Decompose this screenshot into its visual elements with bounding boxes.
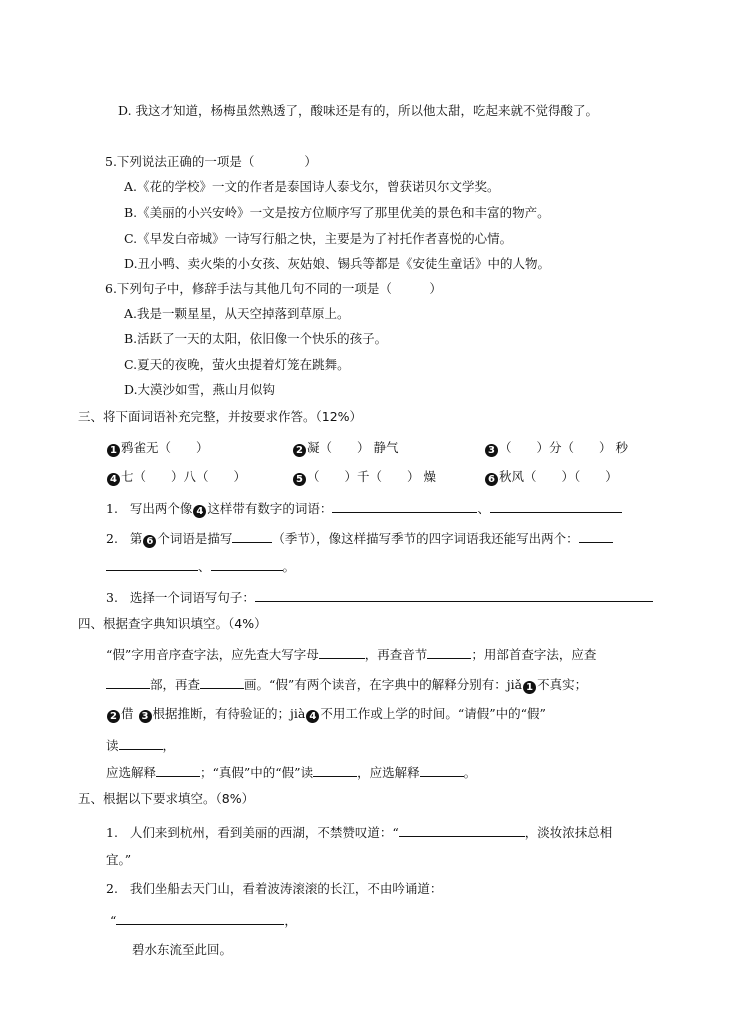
poem-line: 碧水东流至此回。 <box>132 942 233 957</box>
q6-stem: 6.下列句子中，修辞手法与其他几句不同的一项是（ ） <box>105 281 442 296</box>
section-5-title: 五、根据以下要求填空。（8%） <box>78 791 255 806</box>
answer-blank[interactable] <box>490 500 622 513</box>
q5-stem: 5.下列说法正确的一项是（ ） <box>105 154 317 169</box>
answer-blank[interactable] <box>420 764 464 777</box>
answer-blank[interactable] <box>106 676 150 689</box>
q6-option-b: B.活跃了一天的太阳，依旧像一个快乐的孩子。 <box>124 331 388 346</box>
section-3-title: 三、将下面词语补充完整，并按要求作答。（12%） <box>78 409 363 424</box>
idiom-item-6: 6 秋风（ ）（ ） <box>484 469 618 486</box>
idiom-item-1: 1 鸦雀无（ ） <box>106 440 209 457</box>
section-4-title: 四、根据查字典知识填空。（4%） <box>78 616 267 631</box>
q5-option-a: A.《花的学校》一文的作者是泰国诗人泰戈尔，曾获诺贝尔文学奖。 <box>124 179 500 194</box>
number-circle-3: 3 <box>485 444 498 457</box>
sec4-line-2: 部，再查 画。“假”有两个读音，在字典中的解释分别有：jiǎ 1 不真实； <box>106 676 587 694</box>
idiom-item-5: 5 （ ）千（ ） 燥 <box>292 469 436 486</box>
answer-blank[interactable] <box>119 737 163 750</box>
q6-option-c: C.夏天的夜晚，萤火虫提着灯笼在跳舞。 <box>124 357 350 372</box>
answer-blank[interactable] <box>332 500 477 513</box>
sec3-question-2-cont: 、 。 <box>106 558 295 575</box>
q5-option-b: B.《美丽的小兴安岭》一文是按方位顺序写了那里优美的景色和丰富的物产。 <box>124 205 550 220</box>
sec4-line-4: 读 ， <box>106 738 176 753</box>
answer-blank[interactable] <box>211 558 283 571</box>
sec5-question-2: 2. 我们坐船去天门山，看着波涛滚滚的长江，不由吟诵道： <box>106 881 443 896</box>
number-circle-1: 1 <box>107 444 120 457</box>
answer-blank[interactable] <box>319 646 365 659</box>
idiom-item-4: 4 七（ ）八（ ） <box>106 469 246 486</box>
sec5-question-1-cont: 宜。” <box>106 852 132 867</box>
answer-blank[interactable] <box>116 912 284 925</box>
number-circle-5: 5 <box>293 473 306 486</box>
sec3-question-3: 3. 选择一个词语写句子： <box>106 589 653 606</box>
answer-blank[interactable] <box>427 646 471 659</box>
answer-blank[interactable] <box>232 530 272 543</box>
q6-option-a: A.我是一颗星星，从天空掉落到草原上。 <box>124 306 350 321</box>
sec4-line-5: 应选解释 ；“真假”中的“假”读 ，应选解释 。 <box>106 765 477 780</box>
answer-blank[interactable] <box>313 764 357 777</box>
sec4-line-1: “假”字用音序查字法，应先查大写字母 ，再查音节 ；用部首查字法，应查 <box>106 647 597 662</box>
sec3-question-2: 2. 第 6 个词语是描写 （季节），像这样描写季节的四字词语我还能写出两个： <box>106 530 613 548</box>
q5-option-c: C.《早发白帝城》一诗写行船之快，主要是为了衬托作者喜悦的心情。 <box>124 231 513 246</box>
q4-option-d: D. 我这才知道，杨梅虽然熟透了，酸味还是有的，所以他太甜，吃起来就不觉得酸了。 <box>118 103 599 118</box>
idiom-item-3: 3 （ ）分（ ） 秒 <box>484 440 628 457</box>
answer-blank[interactable] <box>399 824 525 837</box>
answer-blank[interactable] <box>106 558 198 571</box>
answer-blank[interactable] <box>579 530 613 543</box>
sec4-line-3: 2 借 3 根据推断，有待验证的；jià 4 不用工作或上学的时间。“请假”中的“假” <box>106 706 546 723</box>
answer-blank[interactable] <box>156 764 200 777</box>
answer-blank[interactable] <box>255 589 653 602</box>
number-circle-6: 6 <box>485 473 498 486</box>
poem-blank-line: “ ， <box>110 913 297 928</box>
idiom-item-2: 2 凝（ ） 静气 <box>292 440 399 457</box>
q5-option-d: D.丑小鸭、卖火柴的小女孩、灰姑娘、锡兵等都是《安徒生童话》中的人物。 <box>124 256 551 271</box>
number-circle-2: 2 <box>293 444 306 457</box>
q6-option-d: D.大漠沙如雪，燕山月似钩 <box>124 382 276 397</box>
number-circle-4: 4 <box>107 473 120 486</box>
answer-blank[interactable] <box>200 676 244 689</box>
sec5-question-1: 1. 人们来到杭州，看到美丽的西湖，不禁赞叹道：“ ，淡妆浓抹总相 <box>106 825 613 840</box>
sec3-question-1: 1. 写出两个像 4 这样带有数字的词语： 、 <box>106 500 622 518</box>
